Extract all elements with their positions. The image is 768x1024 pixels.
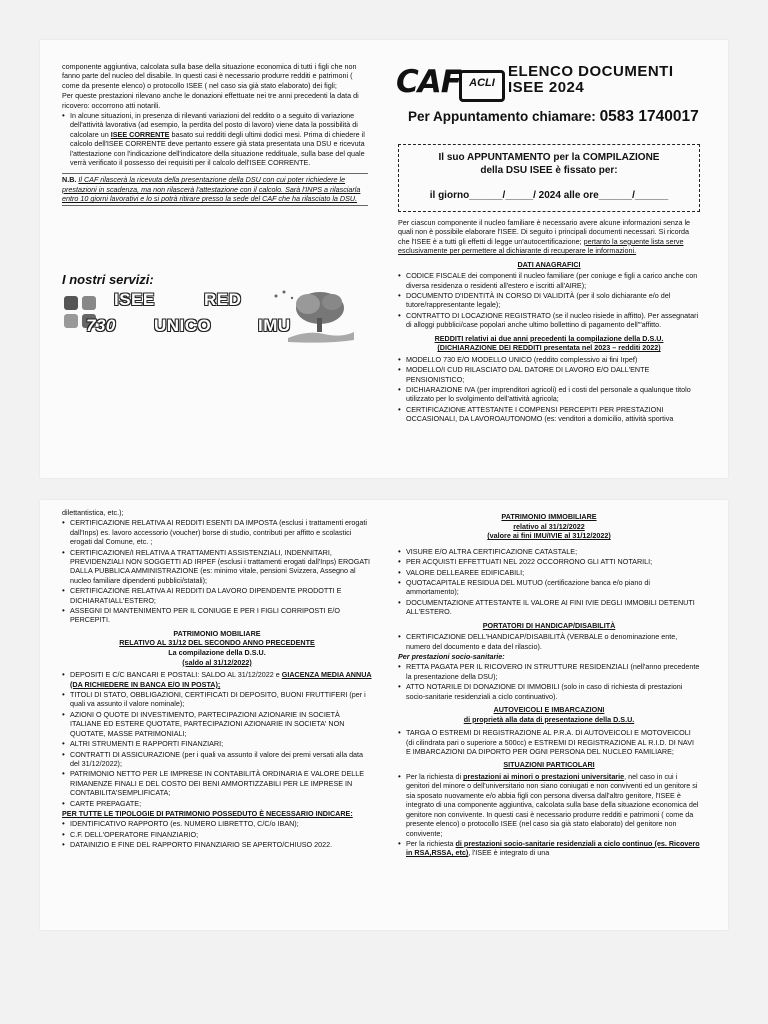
list-item: • CONTRATTI DI ASSICURAZIONE (per i quali va assunto il valore dei premi versati alla data del 31/12/2022);	[62, 750, 372, 769]
list-item-isee-corrente: • In alcune situazioni, in presenza di rilevanti variazioni del reddito o a seguito di variazione dell'attività lavorativa (ad esempio, la perdita del posto di lavoro) viene data la possibilità di calcolare un ISEE CORRENTE basato sui redditi degli ultimi dodici mesi. Prima di chiedere il calcolo dell'ISEE CORRENTE deve pertanto essere già stata presentata una DSU e ricevuta l'attestazione con l'indicazione dell'indicatore della situazione reddituale, sulla base del quale verrà verificato il possesso dei requisiti per il calcolo dell'ISEE CORRENTE.	[62, 111, 368, 167]
list-item: • Per la richiesta di prestazioni socio-sanitarie residenziali a ciclo continuo (es. Ricovero in RSA,RSSA, etc), l'ISEE è integrato di una	[398, 839, 700, 858]
tree-hand-icon	[268, 288, 358, 344]
list-item: • PATRIMONIO NETTO PER LE IMPRESE IN CONTABILITÀ ORDINARIA E VALORE DELLE RIMANENZE FINALI E DEL COSTO DEI BENI AMMORTIZZABILI PER LE IMPRESE IN CONTABILITA'SEMPLIFICATA;	[62, 769, 372, 797]
list-item: • ATTO NOTARILE DI DONAZIONE DI IMMOBILI (solo in caso di richiesta di prestazioni socio-sanitarie residenziali a ciclo continuativo).	[398, 682, 700, 701]
intro-paragraph-2: Per queste prestazioni rilevano anche le donazioni effettuate nei tre anni precedenti la data di ricovero: occorrono atti notarili.	[62, 91, 359, 110]
list-item: • DOCUMENTO D'IDENTITÀ IN CORSO DI VALIDITÀ (per il solo dichiarante e/o del tutore/rappresentante legale);	[398, 291, 700, 310]
service-730: 730	[86, 316, 116, 335]
list-item: • CONTRATTO DI LOCAZIONE REGISTRATO (se il nucleo risiede in affitto). Per assegnatari di alloggi pubblici/case popolari anche ultimo bollettino di pagamento dell'"affitto.	[398, 311, 700, 330]
list-item: • DOCUMENTAZIONE ATTESTANTE IL VALORE AI FINI IVIE DEGLI IMMOBILI DETENUTI ALL'ESTERO.	[398, 598, 700, 617]
list-item: • DEPOSITI E C/C BANCARI E POSTALI: SALDO AL 31/12/2022 e GIACENZA MEDIA ANNUA (DA RICHIEDERE IN BANCA E/O IN POSTA);	[62, 670, 372, 689]
list-item: • DICHIARAZIONE IVA (per imprenditori agricoli) ed i costi del personale a qualunque titolo utilizzato per lo svolgimento dell'attività agricola;	[398, 385, 700, 404]
document-title: ELENCO DOCUMENTI ISEE 2024	[508, 63, 674, 96]
list-item: • CERTIFICAZIONE ATTESTANTE I COMPENSI PERCEPITI PER PRESTAZIONI OCCASIONALI, DA LAVOROAUTONOMO (es: venditori a domicilio, attività sportiva	[398, 405, 700, 424]
section-title-mobiliare: PATRIMONIO MOBILIARE RELATIVO AL 31/12 DEL SECONDO ANNO PRECEDENTE La compilazione della D.S.U. (saldo al 31/12/2022)	[119, 628, 315, 667]
section-title-immobiliare: PATRIMONIO IMMOBILIARE relativo al 31/12/2022 (valore ai fini IMU/IVIE al 31/12/2022)	[487, 512, 611, 541]
list-item: • ALTRI STRUMENTI E RAPPORTI FINANZIARI;	[62, 739, 372, 748]
service-imu: IMU	[258, 316, 291, 335]
list-item: • C.F. DELL'OPERATORE FINANZIARIO;	[62, 830, 372, 839]
logo-caf-text: CAF	[396, 64, 461, 100]
list-item: • ASSEGNI DI MANTENIMENTO PER IL CONIUGE E PER I FIGLI CORRIPOSTI E/O PERCEPITI.	[62, 606, 372, 625]
isee-corrente-emph: ISEE CORRENTE	[110, 129, 170, 139]
phone-number[interactable]: 0583 1740017	[599, 108, 699, 125]
list-item: • CODICE FISCALE dei componenti il nucleo familiare (per coniuge e figli a carico anche con diversa residenza o residenti all'estero e iscritti all'AIRE);	[398, 271, 700, 290]
right-bottom-column	[398, 512, 700, 926]
appointment-line-2: della DSU ISEE è fissato per:	[480, 165, 618, 176]
list-item: • MODELLO/I CUD RILASCIATO DAL DATORE DI LAVORO E/O DALL'ENTE PENSIONISTICO;	[398, 365, 700, 384]
service-unico: UNICO	[154, 316, 212, 335]
section-title-dati: DATI ANAGRAFICI	[517, 259, 581, 269]
service-red: RED	[204, 290, 242, 309]
phone-label: Per Appuntamento chiamare:	[408, 109, 596, 124]
list-item: • TARGA O ESTREMI DI REGISTRAZIONE AL P.R.A. DI AUTOVEICOLI E MOTOVEICOLI (di cilindrata pari o superiore a 500cc) e ESTREMI DI REGISTRAZIONE AL R.I.D. DI NAVI E IMBARCAZIONI DA DIPORTO PER OGNI PERSONA DEL NUCLEO FAMILIARE;	[398, 728, 700, 756]
list-item: • AZIONI O QUOTE DI INVESTIMENTO, PARTECIPAZIONI AZIONARIE IN SOCIETÀ ITALIANE ED ESTERE QUOTATE, PARTECIPAZIONI AZIONARIE IN SOCIETA' NON QUOTATE, MASSE PATRIMONIALI;	[62, 710, 372, 738]
nb-text: Il CAF rilascerà la ricevuta della presentazione della DSU con cui poter richiedere le prestazioni in scadenza, ma non rilascerà l'attestazione con il calcolo. Sarà l'INPS a rilasciarla entro 10 giorni lavorativi e lo si potrà ritirare presso la sede del CAF che ha rilasciato la DSU.	[62, 175, 361, 204]
list-item: • RETTA PAGATA PER IL RICOVERO IN STRUTTURE RESIDENZIALI (nell'anno precedente la presentazione della DSU);	[398, 662, 700, 681]
continuation-text: dilettantistica, etc.);	[62, 508, 124, 517]
socio-sanitarie-label: Per prestazioni socio-sanitarie:	[398, 652, 505, 662]
list-item: • CERTIFICAZIONE RELATIVA AI REDDITI DA LAVORO DIPENDENTE PRODOTTI E DICHIARATIALL'ESTERO;	[62, 586, 372, 605]
intro-paragraph: Per ciascun componente il nucleo familiare è necessario avere alcune informazioni senza le quali non è possibile elaborare l'ISEE. Di seguito i principali documenti necessari. Si ricorda che l'ISEE è a tutti gli effetti di legge un'autocertificazione; pertanto la seguente lista serve esclusivamente per permettere al dichiarante di recuperare le informazioni.	[398, 218, 691, 256]
tutte-tipologie-label: PER TUTTE LE TIPOLOGIE DI PATRIMONIO POSSEDUTO È NECESSARIO INDICARE:	[62, 808, 353, 818]
services-title: I nostri servizi:	[62, 272, 154, 287]
list-item: • CARTE PREPAGATE;	[62, 799, 372, 808]
section-title-situazioni: SITUAZIONI PARTICOLARI	[503, 760, 595, 770]
intro-paragraph-1: componente aggiuntiva, calcolata sulla base della situazione economica di tutti i figli che non fanno parte del nucleo del disabile. In questi casi è necessario produrre redditi e patrimoni ( come da presente elenco) o protocollo ISEE ( nel caso sia già stato elaborato) dei figli;	[62, 62, 357, 90]
list-item: • TITOLI DI STATO, OBBLIGAZIONI, CERTIFICATI DI DEPOSITO, BUONI FRUTTIFERI (per i quali va assunto il valore nominale);	[62, 690, 372, 709]
caf-logo	[396, 62, 696, 106]
appointment-line-1: Il suo APPUNTAMENTO per la COMPILAZIONE	[438, 152, 660, 163]
appointment-box	[398, 144, 700, 212]
logo-acli-text: ACLI	[459, 70, 505, 102]
list-item: • DATAINIZIO E FINE DEL RAPPORTO FINANZIARIO SE APERTO/CHIUSO 2022.	[62, 840, 372, 849]
list-item: • VALORE DELLEAREE EDIFICABILI;	[398, 568, 700, 577]
list-item: • QUOTACAPITALE RESIDUA DEL MUTUO (certificazione banca e/o piano di ammortamento);	[398, 578, 700, 597]
right-top-column	[398, 218, 700, 468]
list-item: • VISURE E/O ALTRA CERTIFICAZIONE CATASTALE;	[398, 547, 700, 556]
list-item: • PER ACQUISTI EFFETTUATI NEL 2022 OCCORRONO GLI ATTI NOTARILI;	[398, 557, 700, 566]
nb-label: N.B.	[62, 175, 77, 185]
left-bottom-column	[62, 508, 372, 926]
service-isee: ISEE	[114, 290, 155, 309]
list-item: • CERTIFICAZIONE/I RELATIVA A TRATTAMENTI ASSISTENZIALI, INDENNITARI, PREVIDENZIALI NON SOGGETTI AD IRPEF (esclusi i trattamenti erogati dall'Inps) EROGATI DALLA PUBBLICA AMMINISTRAZIONE (es: minimo vitale, pensioni Svizzera, Assegno al nucleo familiare dipendenti pubblici/statali);	[62, 548, 372, 586]
section-title-handicap: PORTATORI DI HANDICAP/DISABILITÀ	[482, 620, 616, 630]
list-item: • CERTIFICAZIONE RELATIVA AI REDDITI ESENTI DA IMPOSTA (esclusi i trattamenti erogati dall'Inps) es. lavoro accessorio (voucher) borse di studio, contributi per affitto e scolastici erogati dal Comune, etc. ;	[62, 518, 372, 546]
list-item: • Per la richiesta di prestazioni ai minori o prestazioni universitarie, nel caso in cui i genitori del minore o dell'universitario non siano coniugati e non conviventi ed un genitore si sia sposato nuovamente e/o abbia figli con persona diversa dall'altro genitore, l'ISEE è integrato di una componente aggiuntiva, calcolata sulla base della situazione economica del genitore non convivente. In questi casi è necessario produrre redditi e patrimoni ( come da presente elenco) o protocollo ISEE (nel caso sia già stato elaborato) del genitore non convivente;	[398, 772, 700, 838]
list-item: • MODELLO 730 E/O MODELLO UNICO (reddito complessivo ai fini Irpef)	[398, 355, 700, 364]
phone-line	[408, 108, 708, 126]
list-item: • CERTIFICAZIONE DELL'HANDICAP/DISABILITÀ (VERBALE o denominazione ente, numero del documento e data del rilascio).	[398, 632, 700, 651]
appointment-date-line: il giorno______/_____/ 2024 alle ore______/______	[429, 190, 669, 201]
nb-note	[62, 173, 368, 205]
section-title-redditi: REDDITI relativi ai due anni precedenti la compilazione della D.S.U. (DICHIARAZIONE DEI REDDITI presentata nel 2023 – redditi 2022)	[434, 333, 664, 353]
list-item: • IDENTIFICATIVO RAPPORTO (es. NUMERO LIBRETTO, C/C/o IBAN);	[62, 819, 372, 828]
section-title-autoveicoli: AUTOVEICOLI E IMBARCAZIONI di proprietà alla data di presentazione della D.S.U.	[463, 705, 635, 724]
services-graphic	[62, 288, 362, 344]
left-top-column	[62, 62, 368, 262]
